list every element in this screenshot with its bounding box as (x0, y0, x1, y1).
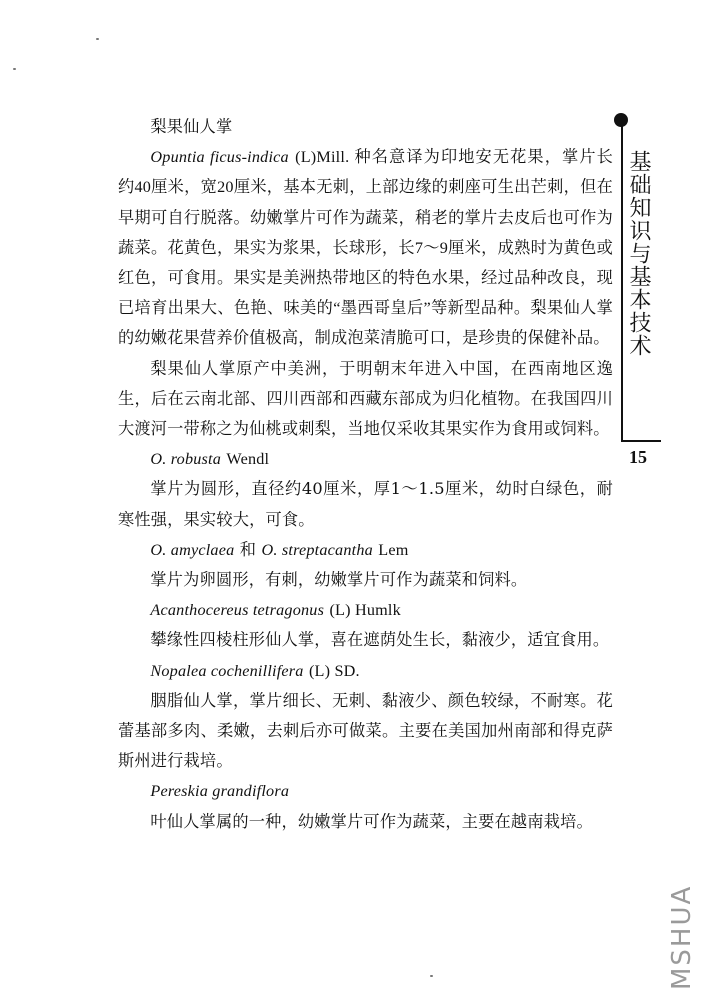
chapter-title: 基础知识与基本技术 (626, 150, 651, 357)
latin-name: Pereskia grandiflora (150, 782, 290, 801)
latin-name: O. amyclaea (150, 540, 235, 559)
chapter-rule-foot (621, 440, 661, 442)
species-heading (118, 595, 613, 625)
latin-name: O. robusta (150, 450, 222, 469)
author-name: (L) Humlk (329, 601, 401, 620)
scan-speck (96, 38, 99, 40)
species-description: 掌片为卵圆形，有刺，幼嫩掌片可作为蔬菜和饲料。 (150, 570, 528, 590)
scan-speck (430, 975, 433, 977)
author-name: Wendl (226, 450, 270, 469)
species-heading (118, 535, 613, 565)
latin-name: Opuntia ficus-indica (150, 148, 289, 167)
author-name: Lem (378, 540, 409, 559)
species-heading (118, 444, 613, 474)
latin-name: O. streptacantha (261, 540, 373, 559)
author-name: (L) SD. (308, 661, 360, 680)
latin-name: Acanthocereus tetragonus (150, 601, 325, 620)
conjunction: 和 (239, 539, 257, 559)
page-number: 15 (629, 447, 647, 467)
latin-name: Nopalea cochenillifera (150, 661, 304, 680)
body-text (118, 112, 613, 837)
chapter-marker-dot (614, 113, 628, 127)
species-description: 叶仙人掌属的一种，幼嫩掌片可作为蔬菜，主要在越南栽培。 (150, 811, 593, 831)
species-heading (118, 656, 613, 686)
origin-paragraph: 梨果仙人掌原产中美洲，于明朝末年进入中国，在西南地区逸生，后在云南北部、四川西部和西藏东部成为归化植物。在我国四川大渡河一带称之为仙桃或刺梨，当地仅采收其果实作为食用或饲料。 (118, 358, 613, 439)
species-description: 攀缘性四棱柱形仙人掌，喜在遮荫处生长，黏液少，适宜食用。 (150, 630, 610, 650)
species-description (118, 142, 613, 353)
scan-speck (13, 68, 16, 70)
description-text: (L)Mill. 种名意译为印地安无花果，掌片长约40厘米，宽20厘米，基本无刺，上部边缘的刺座可生出芒刺，但在早期可自行脱落。幼嫩掌片可作为蔬菜，稍老的掌片去皮后也可作为蔬菜。花黄色，果实为浆果，长球形，长7～9厘米，成熟时为黄色或红色，可食用。果实是美洲热带地区的特色水果，经过品种改良，现已培育出果大、色艳、味美的“墨西哥皇后”等新型品种。梨果仙人掌的幼嫩花果营养价值极高，制成泡菜清脆可口，是珍贵的保健补品。 (118, 148, 614, 348)
species-description: 掌片为圆形，直径约40厘米，厚1～1.5厘米，幼时白绿色，耐寒性强，果实较大，可食。 (118, 479, 613, 529)
watermark: MSHUA (667, 884, 697, 990)
species-heading: 梨果仙人掌 (150, 117, 233, 136)
species-description: 胭脂仙人掌，掌片细长、无刺、黏液少、颜色较绿，不耐寒。花蕾基部多肉、柔嫩，去刺后亦可做菜。主要在美国加州南部和得克萨斯州进行栽培。 (118, 690, 613, 771)
species-heading (118, 776, 613, 806)
